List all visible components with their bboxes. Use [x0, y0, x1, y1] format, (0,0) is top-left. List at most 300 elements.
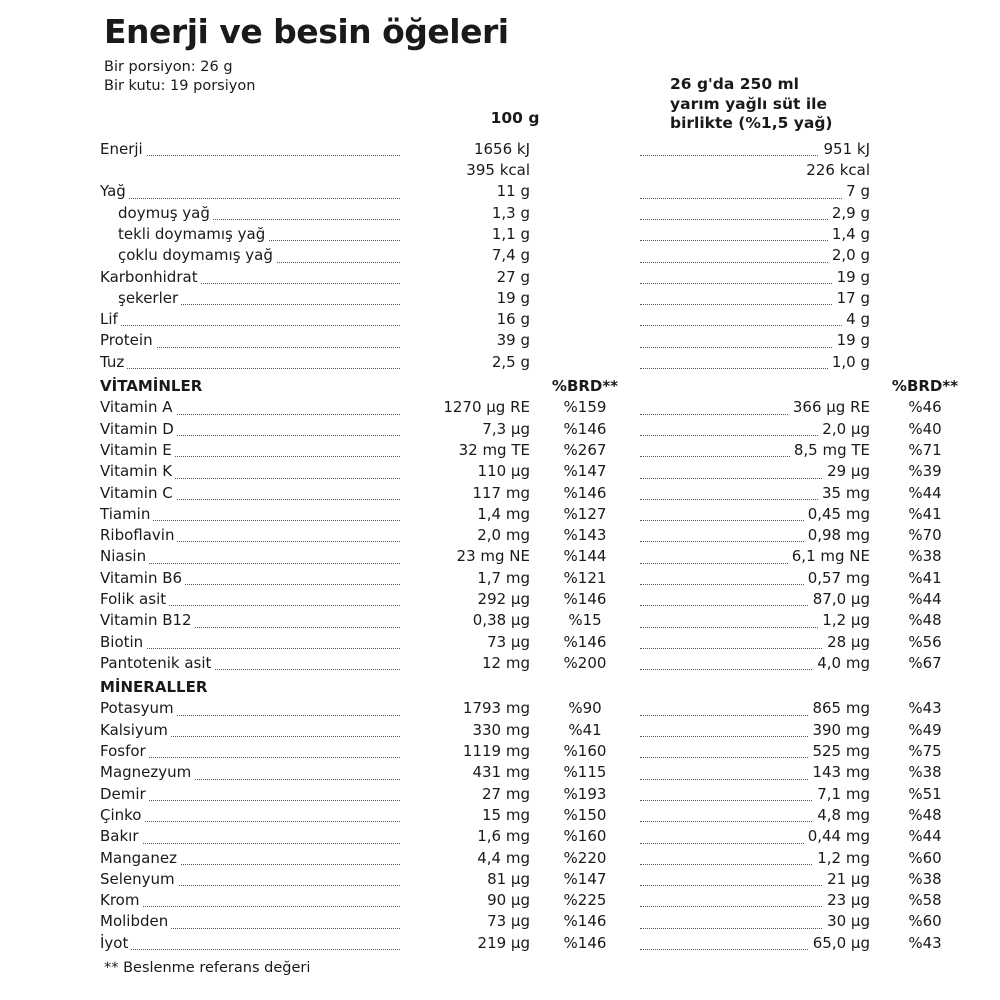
serving-portion: Bir porsiyon: 26 g [104, 58, 233, 75]
brd-with-milk: %38 [908, 869, 942, 888]
value-per-100g: 90 µg [487, 891, 530, 910]
nutrient-label: Tiamin [100, 505, 153, 523]
value-per-100g: 2,5 g [491, 352, 530, 371]
brd-per-100g: %147 [563, 462, 607, 481]
nutrient-label: doymuş yağ [100, 204, 213, 222]
nutrient-label: Vitamin C [100, 484, 176, 502]
footnote: ** Beslenme referans değeri [104, 960, 311, 977]
value-with-milk-text: 951 kJ [819, 140, 870, 158]
nutrient-label: Karbonhidrat [100, 268, 201, 286]
table-row [100, 762, 980, 783]
brd-per-100g: %115 [563, 763, 607, 782]
dot-leader [100, 906, 400, 907]
value-with-milk-text: 525 mg [808, 742, 870, 760]
value-with-milk-text: 143 mg [808, 763, 870, 781]
table-row [100, 653, 980, 674]
value-with-milk-text: 2,0 g [828, 246, 870, 264]
brd-per-100g: %41 [568, 720, 602, 739]
brd-per-100g: %127 [563, 504, 607, 523]
brd-with-milk [870, 330, 980, 351]
value-with-milk [640, 632, 870, 653]
value-per-100g: 1,6 mg [477, 827, 530, 846]
brd-with-milk [870, 139, 980, 160]
nutrient-label: Demir [100, 785, 149, 803]
value-with-milk-text: 17 g [833, 289, 870, 307]
brd-with-milk: %51 [908, 784, 942, 803]
nutrient-label-cell [100, 267, 400, 288]
nutrient-label: şekerler [100, 289, 181, 307]
value-per-100g: 81 µg [487, 869, 530, 888]
nutrient-label-cell [100, 224, 400, 245]
brd-with-milk: %43 [908, 699, 942, 718]
nutrient-label: Pantotenik asit [100, 654, 214, 672]
table-row [100, 890, 980, 911]
column-headers [100, 75, 980, 137]
value-with-milk-text: 865 mg [808, 699, 870, 717]
value-per-100g: 32 mg TE [458, 440, 530, 459]
nutrient-label: Tuz [100, 353, 127, 371]
brd-per-100g: %146 [563, 933, 607, 952]
value-per-100g: 117 mg [472, 483, 530, 502]
section-header-row [100, 373, 980, 397]
brd-per-100g: %225 [563, 891, 607, 910]
value-per-100g: 7,4 g [491, 246, 530, 265]
value-per-100g: 219 µg [477, 933, 530, 952]
brd-with-milk: %41 [908, 504, 942, 523]
value-with-milk [640, 805, 870, 826]
table-row [100, 440, 980, 461]
nutrient-label-cell [100, 568, 400, 589]
value-per-100g: 330 mg [472, 720, 530, 739]
brd-per-100g [530, 181, 640, 202]
value-per-100g: 23 mg NE [456, 547, 530, 566]
table-row [100, 397, 980, 418]
page-title: Enerji ve besin öğeleri [104, 12, 509, 51]
value-per-100g: 1,7 mg [477, 568, 530, 587]
brd-with-milk: %75 [908, 742, 942, 761]
nutrient-label [100, 161, 103, 179]
nutrient-label: Çinko [100, 806, 144, 824]
nutrient-label-cell [100, 741, 400, 762]
brd-per-100g: %146 [563, 912, 607, 931]
value-with-milk [640, 762, 870, 783]
nutrient-label-cell [100, 525, 400, 546]
nutrient-label: çoklu doymamış yağ [100, 246, 276, 264]
nutrient-label-cell [100, 397, 400, 418]
table-row [100, 160, 980, 181]
value-with-milk-text: 0,57 mg [804, 569, 870, 587]
brd-with-milk [870, 245, 980, 266]
value-per-100g: 12 mg [482, 653, 530, 672]
nutrient-label-cell [100, 546, 400, 567]
brd-per-100g [530, 245, 640, 266]
brd-with-milk: %71 [908, 440, 942, 459]
brd-per-100g: %159 [563, 398, 607, 417]
nutrient-label-cell [100, 762, 400, 783]
table-row [100, 933, 980, 954]
brd-with-milk [870, 224, 980, 245]
table-row [100, 224, 980, 245]
table-row [100, 352, 980, 373]
table-row [100, 720, 980, 741]
brd-with-milk: %39 [908, 462, 942, 481]
brd-with-milk: %46 [908, 398, 942, 417]
value-per-100g: 39 g [496, 331, 530, 350]
brd-with-milk: %56 [908, 632, 942, 651]
nutrient-label: Lif [100, 310, 121, 328]
column-header-with-milk-line1: 26 g'da 250 ml [670, 74, 799, 93]
nutrient-label: Manganez [100, 849, 180, 867]
brd-with-milk: %40 [908, 419, 942, 438]
value-with-milk-text: 0,98 mg [804, 526, 870, 544]
section-title-text: MİNERALLER [100, 678, 210, 696]
value-with-milk [640, 589, 870, 610]
value-with-milk [640, 546, 870, 567]
nutrient-label: Vitamin K [100, 462, 175, 480]
value-with-milk-text: 28 µg [823, 633, 870, 651]
nutrient-label-cell [100, 653, 400, 674]
brd-per-100g: %90 [568, 699, 602, 718]
brd-per-100g: %147 [563, 869, 607, 888]
value-with-milk [640, 525, 870, 546]
value-with-milk [640, 203, 870, 224]
value-per-100g: 27 g [496, 267, 530, 286]
brd-with-milk [870, 352, 980, 373]
brd-per-100g: %193 [563, 784, 607, 803]
dot-leader [100, 843, 400, 844]
nutrient-label: Vitamin A [100, 398, 176, 416]
nutrient-label: Biotin [100, 633, 146, 651]
value-per-100g: 431 mg [472, 763, 530, 782]
nutrient-label-cell [100, 805, 400, 826]
table-row [100, 911, 980, 932]
value-with-milk-text: 1,4 g [828, 225, 870, 243]
brd-per-100g: %267 [563, 440, 607, 459]
value-with-milk [640, 267, 870, 288]
brd-with-milk: %48 [908, 805, 942, 824]
nutrient-label-cell [100, 911, 400, 932]
table-row [100, 589, 980, 610]
section-spacer-2 [640, 674, 870, 698]
table-row [100, 245, 980, 266]
value-with-milk [640, 330, 870, 351]
brd-with-milk: %41 [908, 568, 942, 587]
brd-with-milk: %44 [908, 827, 942, 846]
value-with-milk [640, 288, 870, 309]
brd-with-milk [870, 288, 980, 309]
value-with-milk-text: 366 µg RE [789, 398, 870, 416]
brd-per-100g [530, 288, 640, 309]
table-row [100, 632, 980, 653]
value-with-milk-text: 19 g [833, 331, 870, 349]
table-row [100, 419, 980, 440]
nutrient-label-cell [100, 698, 400, 719]
section-title-text: VİTAMİNLER [100, 377, 205, 395]
brd-per-100g: %146 [563, 632, 607, 651]
nutrient-label: Potasyum [100, 699, 177, 717]
nutrient-label-cell [100, 440, 400, 461]
value-with-milk [640, 419, 870, 440]
value-with-milk [640, 440, 870, 461]
nutrient-label-cell [100, 784, 400, 805]
value-with-milk [640, 245, 870, 266]
brd-with-milk: %48 [908, 611, 942, 630]
brd-header-with-milk [870, 674, 980, 698]
value-with-milk [640, 139, 870, 160]
nutrient-label-cell [100, 826, 400, 847]
brd-with-milk: %44 [908, 483, 942, 502]
table-row [100, 181, 980, 202]
value-with-milk-text: 7 g [842, 182, 870, 200]
table-row [100, 525, 980, 546]
value-per-100g: 1119 mg [462, 742, 530, 761]
value-with-milk [640, 352, 870, 373]
brd-with-milk: %44 [908, 590, 942, 608]
brd-with-milk [870, 309, 980, 330]
value-with-milk-text: 7,1 mg [813, 785, 870, 803]
table-row [100, 568, 980, 589]
brd-per-100g [530, 352, 640, 373]
value-with-milk [640, 653, 870, 674]
table-row [100, 546, 980, 567]
brd-per-100g [530, 330, 640, 351]
section-spacer [400, 373, 530, 397]
value-per-100g: 1,1 g [491, 224, 530, 243]
value-with-milk [640, 784, 870, 805]
nutrient-label: Vitamin D [100, 420, 177, 438]
value-per-100g: 16 g [496, 310, 530, 329]
section-title [100, 674, 400, 698]
value-per-100g: 4,4 mg [477, 848, 530, 867]
table-row [100, 784, 980, 805]
nutrient-label-cell [100, 504, 400, 525]
brd-with-milk: %38 [908, 763, 942, 782]
brd-header-100g: %BRD** [551, 377, 619, 396]
value-with-milk-text: 19 g [833, 268, 870, 286]
column-header-100g: 100 g [490, 108, 540, 127]
value-with-milk-text: 4,8 mg [813, 806, 870, 824]
value-with-milk-text: 0,44 mg [804, 827, 870, 845]
column-header-with-milk-line2: yarım yağlı süt ile [670, 94, 827, 113]
nutrient-label-cell [100, 589, 400, 610]
value-per-100g: 1656 kJ [473, 139, 530, 158]
nutrient-label-cell [100, 933, 400, 954]
nutrient-label: Bakır [100, 827, 142, 845]
nutrient-label-cell [100, 632, 400, 653]
nutrient-label: Fosfor [100, 742, 149, 760]
brd-with-milk: %67 [908, 653, 942, 672]
nutrient-label-cell [100, 848, 400, 869]
brd-per-100g [530, 309, 640, 330]
brd-per-100g: %150 [563, 805, 607, 824]
brd-per-100g: %121 [563, 568, 607, 587]
value-with-milk-text: 21 µg [823, 870, 870, 888]
brd-per-100g: %160 [563, 742, 607, 761]
value-per-100g: 11 g [496, 182, 530, 201]
value-per-100g: 15 mg [482, 805, 530, 824]
nutrition-table [100, 139, 980, 954]
value-per-100g: 27 mg [482, 784, 530, 803]
brd-with-milk [870, 181, 980, 202]
section-header-row [100, 674, 980, 698]
value-with-milk [640, 504, 870, 525]
nutrient-label: Molibden [100, 912, 171, 930]
value-with-milk [640, 933, 870, 954]
value-with-milk-text: 1,0 g [828, 353, 870, 371]
nutrient-label: tekli doymamış yağ [100, 225, 268, 243]
table-row [100, 610, 980, 631]
dot-leader [100, 821, 400, 822]
brd-with-milk: %70 [908, 526, 942, 545]
value-with-milk-text: 226 kcal [802, 161, 870, 179]
value-per-100g: 73 µg [487, 912, 530, 931]
nutrient-label-cell [100, 461, 400, 482]
brd-per-100g: %15 [568, 611, 602, 630]
value-per-100g: 1,4 mg [477, 504, 530, 523]
value-with-milk-text: 8,5 mg TE [790, 441, 870, 459]
nutrient-label: Riboflavin [100, 526, 177, 544]
value-with-milk-text: 0,45 mg [804, 505, 870, 523]
value-with-milk [640, 181, 870, 202]
brd-with-milk: %58 [908, 891, 942, 910]
brd-with-milk [870, 203, 980, 224]
table-row [100, 848, 980, 869]
section-spacer [400, 674, 530, 698]
brd-per-100g: %220 [563, 848, 607, 867]
nutrient-label: Vitamin B12 [100, 611, 195, 629]
value-with-milk-text: 23 µg [823, 891, 870, 909]
dot-leader [640, 325, 870, 326]
brd-with-milk: %60 [908, 848, 942, 867]
nutrient-label: Yağ [100, 182, 129, 200]
value-with-milk [640, 911, 870, 932]
value-with-milk [640, 160, 870, 181]
table-row [100, 698, 980, 719]
value-per-100g: 110 µg [477, 462, 530, 481]
brd-per-100g [530, 203, 640, 224]
value-with-milk-text: 29 µg [823, 462, 870, 480]
table-row [100, 267, 980, 288]
nutrient-label: Vitamin B6 [100, 569, 185, 587]
nutrient-label-cell [100, 352, 400, 373]
nutrient-label-cell [100, 720, 400, 741]
nutrient-label-cell [100, 139, 400, 160]
table-row [100, 741, 980, 762]
brd-with-milk: %43 [908, 933, 942, 952]
value-with-milk [640, 698, 870, 719]
dot-leader [100, 325, 400, 326]
nutrient-label: Selenyum [100, 870, 178, 888]
nutrient-label-cell [100, 610, 400, 631]
value-per-100g: 1,3 g [491, 203, 530, 222]
nutrient-label-cell [100, 483, 400, 504]
value-with-milk [640, 568, 870, 589]
nutrient-label: Krom [100, 891, 142, 909]
section-title [100, 373, 400, 397]
brd-per-100g: %146 [563, 483, 607, 502]
value-with-milk-text: 2,0 µg [818, 420, 870, 438]
nutrient-label-cell [100, 288, 400, 309]
table-row [100, 869, 980, 890]
value-per-100g: 292 µg [477, 590, 530, 608]
value-with-milk-text: 30 µg [823, 912, 870, 930]
section-spacer-2 [640, 373, 870, 397]
value-with-milk-text: 1,2 mg [813, 849, 870, 867]
brd-per-100g [530, 160, 640, 181]
value-per-100g: 73 µg [487, 632, 530, 651]
value-with-milk [640, 741, 870, 762]
table-row [100, 139, 980, 160]
value-with-milk-text: 2,9 g [828, 204, 870, 222]
value-with-milk [640, 869, 870, 890]
nutrient-label: Folik asit [100, 590, 169, 608]
nutrient-label-cell [100, 419, 400, 440]
dot-leader [100, 949, 400, 950]
nutrient-label: Enerji [100, 140, 146, 158]
brd-per-100g: %146 [563, 590, 607, 608]
nutrient-label: İyot [100, 934, 131, 952]
table-row [100, 203, 980, 224]
table-row [100, 483, 980, 504]
value-per-100g: 1793 mg [462, 699, 530, 718]
value-with-milk-text: 65,0 µg [809, 934, 870, 952]
value-per-100g: 7,3 µg [482, 419, 530, 438]
value-per-100g: 2,0 mg [477, 526, 530, 545]
value-with-milk-text: 1,2 µg [818, 611, 870, 629]
value-with-milk [640, 483, 870, 504]
nutrient-label-cell [100, 330, 400, 351]
value-with-milk [640, 309, 870, 330]
brd-per-100g [530, 224, 640, 245]
nutrient-label-cell [100, 309, 400, 330]
value-with-milk [640, 610, 870, 631]
brd-per-100g: %143 [563, 526, 607, 545]
value-with-milk [640, 720, 870, 741]
table-row [100, 330, 980, 351]
value-with-milk-text: 6,1 mg NE [788, 547, 870, 565]
value-with-milk [640, 890, 870, 911]
value-with-milk [640, 848, 870, 869]
brd-header-with-milk: %BRD** [891, 377, 959, 396]
nutrient-label: Vitamin E [100, 441, 175, 459]
brd-per-100g [530, 267, 640, 288]
brd-per-100g: %160 [563, 827, 607, 846]
column-header-with-milk [670, 75, 900, 134]
brd-with-milk [870, 267, 980, 288]
serving-per-box: Bir kutu: 19 porsiyon [104, 78, 256, 95]
nutrient-label: Niasin [100, 547, 149, 565]
brd-per-100g [530, 139, 640, 160]
brd-per-100g: %144 [563, 547, 607, 566]
nutrient-label-cell [100, 203, 400, 224]
value-per-100g: 395 kcal [466, 161, 530, 180]
dot-leader [100, 368, 400, 369]
nutrient-label: Kalsiyum [100, 721, 171, 739]
value-with-milk-text: 4 g [842, 310, 870, 328]
table-row [100, 504, 980, 525]
value-per-100g: 19 g [496, 288, 530, 307]
brd-with-milk: %38 [908, 547, 942, 566]
dot-leader [100, 198, 400, 199]
nutrient-label-cell [100, 890, 400, 911]
nutrient-label: Protein [100, 331, 156, 349]
nutrient-label: Magnezyum [100, 763, 194, 781]
table-row [100, 461, 980, 482]
value-with-milk [640, 826, 870, 847]
value-with-milk-text: 35 mg [818, 484, 870, 502]
brd-header-100g [530, 674, 640, 698]
nutrient-label-cell [100, 245, 400, 266]
